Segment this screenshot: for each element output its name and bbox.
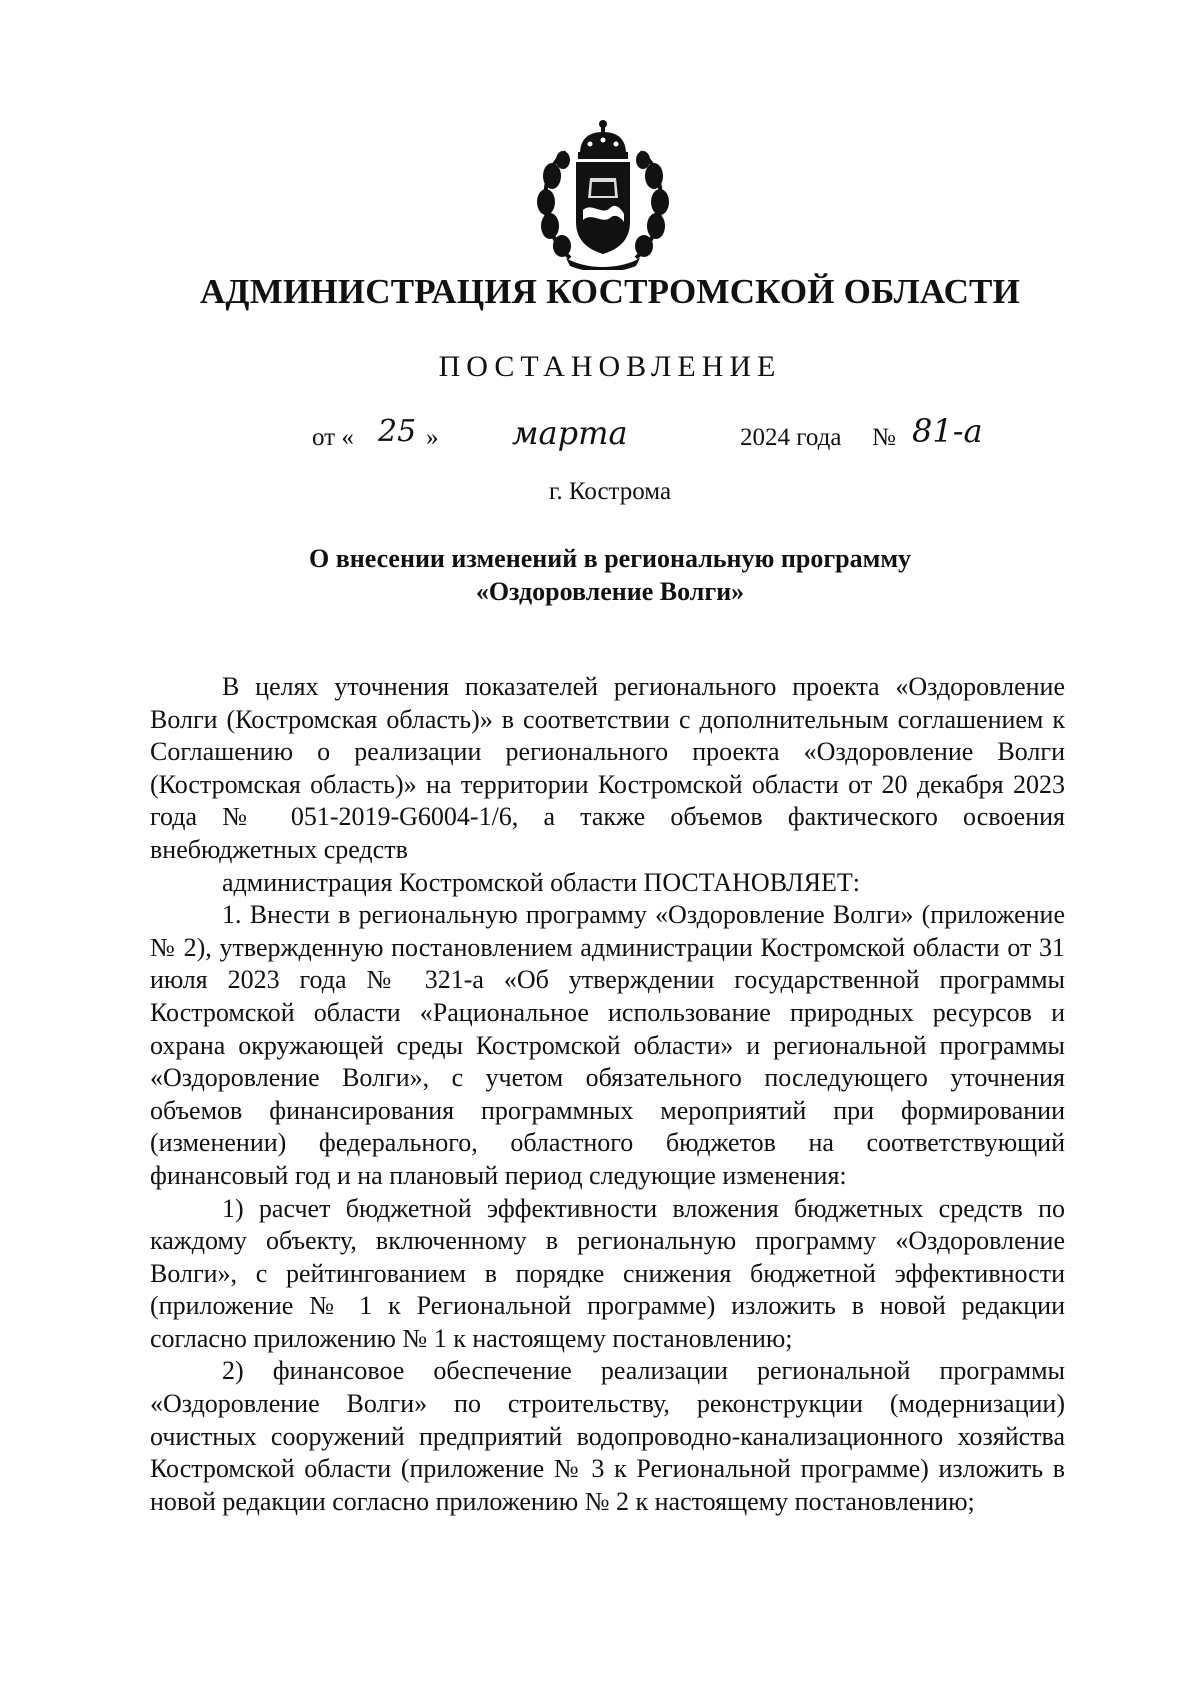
- document-number: 81-а: [912, 412, 983, 450]
- document-title-line-2: «Оздоровление Волги»: [475, 577, 745, 606]
- paragraph-subitem-1: 1) расчет бюджетной эффективности вложения бюджетных средств по каждому объекту, включенному в региональную программу «Оздоровление Волги», с рейтингованием в порядке снижения бюджетной эффективности (приложение № 1 к Региональной программе) изложить в новой редакции согласно приложению № 1 к настоящему постановлению;: [150, 1193, 1065, 1353]
- document-body: [150, 671, 1065, 1518]
- paragraph-subitem-2: 2) финансовое обеспечение реализации региональной программы «Оздоровление Волги» по строительству, реконструкции (модернизации) очистных сооружений предприятий водопроводно-канализационного хозяйства Костромской области (приложение № 3 к Региональной программе) изложить в новой редакции согласно приложению № 2 к настоящему постановлению;: [150, 1356, 1065, 1516]
- number-label: №: [872, 424, 896, 451]
- paragraph-item-1: 1. Внести в региональную программу «Оздоровление Волги» (приложение № 2), утвержденную постановлением администрации Костромской области от 31 июля 2023 года № 321-а «Об утверждении государственной программы Костромской области «Рациональное использование природных ресурсов и охрана окружающей среды Костромской области» и региональной программы «Оздоровление Волги», с учетом обязательного последующего уточнения объемов финансирования программных мероприятий при формировании (изменении) федерального, областного бюджетов на соответствующий финансовый год и на плановый период следующие изменения:: [150, 900, 1065, 1190]
- date-prefix: от «: [312, 424, 354, 451]
- date-year: 2024 года: [740, 424, 842, 451]
- document-title: [0, 542, 1200, 608]
- document-type: ПОСТАНОВЛЕНИЕ: [438, 350, 782, 383]
- paragraph-resolves: администрация Костромской области ПОСТАНОВЛЯЕТ:: [222, 867, 861, 897]
- paragraph-preamble: В целях уточнения показателей регионального проекта «Оздоровление Волги (Костромская область)» в соответствии с дополнительным соглашением к Соглашению о реализации регионального проекта «Оздоровление Волги (Костромская область)» на территории Костромской области от 20 декабря 2023 года № 051-2019-G6004-1/6, а также объемов фактического освоения внебюджетных средств: [150, 672, 1065, 864]
- date-month: марта: [512, 414, 628, 452]
- document-title-line-1: О внесении изменений в региональную программу: [308, 544, 912, 573]
- date-line: [0, 412, 1200, 462]
- date-close-quote: »: [426, 424, 439, 451]
- date-day: 25: [378, 414, 417, 449]
- kostroma-coat-of-arms-icon: [530, 118, 676, 270]
- organization-name: АДМИНИСТРАЦИЯ КОСТРОМСКОЙ ОБЛАСТИ: [199, 272, 1021, 311]
- city: г. Кострома: [548, 478, 672, 505]
